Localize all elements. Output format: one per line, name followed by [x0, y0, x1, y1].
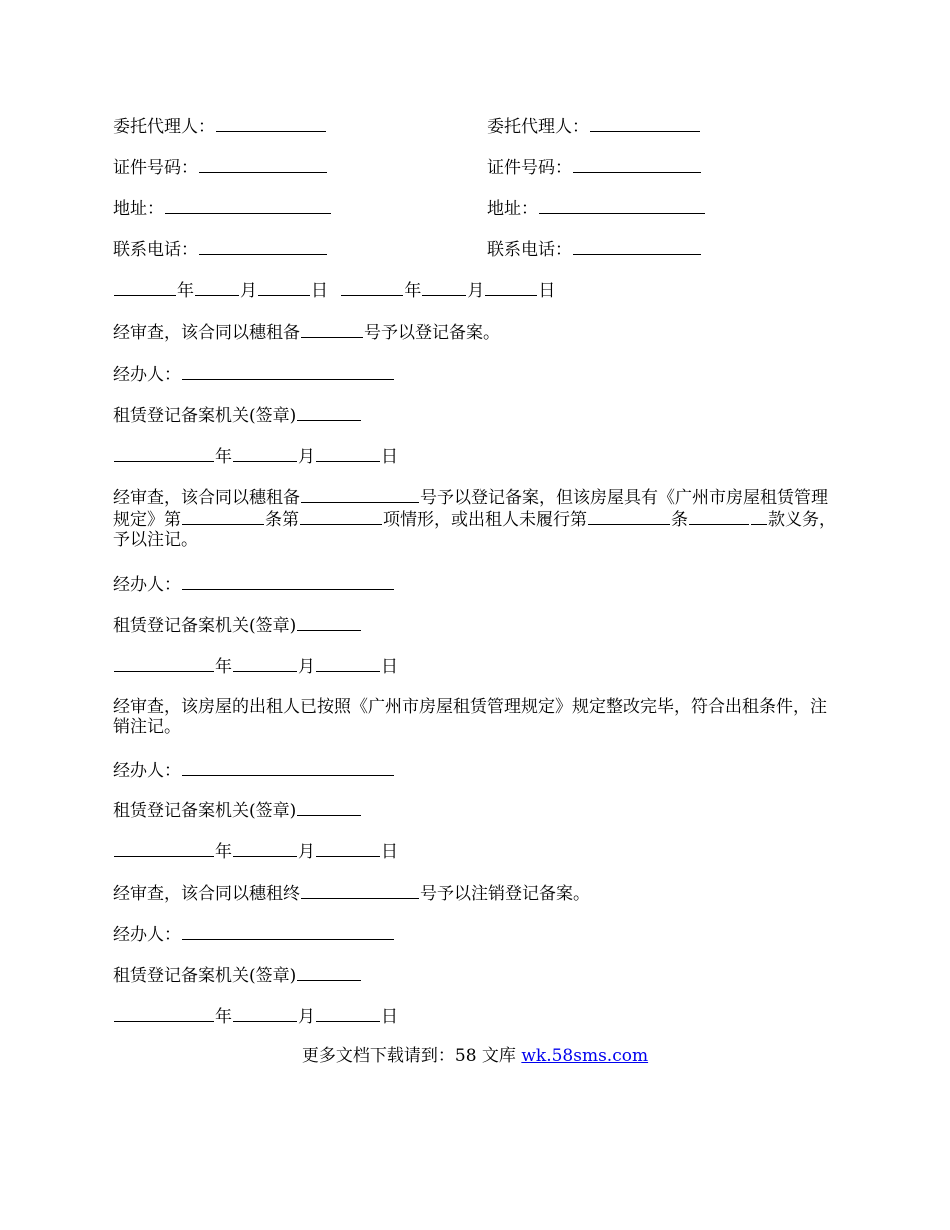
s1-day-label: 日	[381, 447, 398, 467]
s4-year-label: 年	[215, 1007, 232, 1027]
s2-p3: 条第	[265, 510, 299, 530]
s1-day-blank[interactable]	[316, 445, 380, 462]
s2-day-blank[interactable]	[316, 655, 380, 672]
phone-label-right: 联系电话：	[487, 240, 572, 260]
s1-number-blank[interactable]	[301, 321, 363, 338]
s4-text-before: 经审查，该合同以穗租终	[113, 884, 300, 904]
phone-label-left: 联系电话：	[113, 240, 198, 260]
s4-day-label: 日	[381, 1007, 398, 1027]
footer-link[interactable]: wk.58sms.com	[521, 1046, 649, 1066]
month-label-2: 月	[467, 281, 485, 301]
phone-blank-right[interactable]	[573, 238, 701, 255]
s2-p5: 条	[671, 510, 688, 530]
year-blank-2[interactable]	[341, 279, 403, 296]
s4-handler-label: 经办人：	[113, 925, 181, 945]
s3-day-blank[interactable]	[316, 840, 380, 857]
address-blank-left[interactable]	[165, 197, 331, 214]
section1-handler	[113, 363, 395, 385]
id-blank-left[interactable]	[199, 156, 327, 173]
s1-text-after: 号予以登记备案。	[364, 323, 500, 343]
s1-month-label: 月	[298, 447, 315, 467]
year-label-2: 年	[404, 281, 422, 301]
id-col-right	[487, 156, 702, 178]
s1-text-before: 经审查，该合同以穗租备	[113, 323, 300, 343]
s4-number-blank[interactable]	[301, 882, 419, 899]
agent-col-right	[487, 115, 701, 137]
s1-month-blank[interactable]	[233, 445, 297, 462]
month-blank-2[interactable]	[422, 279, 466, 296]
month-label: 月	[240, 281, 257, 301]
section1-review	[113, 321, 500, 343]
s4-agency-label: 租赁登记备案机关(签章)	[113, 966, 297, 986]
s2-p1: 经审查，该合同以穗租备	[113, 488, 300, 508]
footer-text: 更多文档下载请到：58 文库	[301, 1046, 522, 1066]
s1-handler-blank[interactable]	[182, 363, 394, 380]
s2-agency-label: 租赁登记备案机关(签章)	[113, 616, 297, 636]
s2-article2-blank[interactable]	[588, 508, 670, 525]
s3-agency-blank[interactable]	[297, 799, 361, 816]
s1-agency-blank[interactable]	[297, 404, 361, 421]
s3-year-blank[interactable]	[114, 840, 214, 857]
s2-article-blank[interactable]	[182, 508, 264, 525]
section1-agency	[113, 404, 362, 426]
section2-handler	[113, 573, 395, 595]
section4-handler	[113, 923, 395, 945]
s2-p6: 款义务，予以注记。	[113, 510, 836, 550]
id-label-left: 证件号码：	[113, 158, 198, 178]
agent-label-right: 委托代理人：	[487, 117, 589, 137]
s2-clause-blank-b[interactable]	[751, 508, 767, 525]
agent-label-left: 委托代理人：	[113, 117, 215, 137]
s2-clause-blank-a[interactable]	[689, 508, 749, 525]
section3-agency	[113, 799, 362, 821]
day-label-2: 日	[538, 281, 556, 301]
section1-date	[113, 445, 398, 467]
section2-date	[113, 655, 398, 677]
s4-day-blank[interactable]	[316, 1005, 380, 1022]
month-blank[interactable]	[195, 279, 239, 296]
section2-agency	[113, 614, 362, 636]
s2-year-label: 年	[215, 657, 232, 677]
address-label-right: 地址：	[487, 199, 538, 219]
s3-handler-blank[interactable]	[182, 759, 394, 776]
day-blank-2[interactable]	[485, 279, 537, 296]
year-label: 年	[177, 281, 194, 301]
s3-text: 经审查，该房屋的出租人已按照《广州市房屋租赁管理规定》规定整改完毕，符合出租条件，注销注记。	[113, 697, 827, 737]
year-blank[interactable]	[114, 279, 176, 296]
phone-blank-left[interactable]	[199, 238, 327, 255]
s2-year-blank[interactable]	[114, 655, 214, 672]
party-date-row	[113, 279, 555, 301]
address-label-left: 地址：	[113, 199, 164, 219]
s1-year-label: 年	[215, 447, 232, 467]
s2-p2: 号予以登记备案，但该房屋具有《广州市房屋租赁管理规定》第	[113, 488, 828, 530]
s2-agency-blank[interactable]	[297, 614, 361, 631]
s4-text-after: 号予以注销登记备案。	[420, 884, 590, 904]
s2-handler-label: 经办人：	[113, 575, 181, 595]
s3-handler-label: 经办人：	[113, 761, 181, 781]
address-row	[113, 197, 538, 219]
s3-month-label: 月	[298, 842, 315, 862]
id-row	[113, 156, 572, 178]
s3-year-label: 年	[215, 842, 232, 862]
s4-agency-blank[interactable]	[297, 964, 361, 981]
section3-review	[113, 697, 840, 737]
s2-item-blank[interactable]	[300, 508, 382, 525]
s1-agency-label: 租赁登记备案机关(签章)	[113, 406, 297, 426]
day-label: 日	[311, 281, 328, 301]
agent-blank-right[interactable]	[590, 115, 700, 132]
s3-agency-label: 租赁登记备案机关(签章)	[113, 801, 297, 821]
address-col-right	[487, 197, 706, 219]
download-footer	[0, 1046, 950, 1066]
s1-handler-label: 经办人：	[113, 365, 181, 385]
day-blank[interactable]	[258, 279, 310, 296]
section4-review	[113, 882, 590, 904]
s2-number-blank[interactable]	[301, 486, 419, 503]
s3-month-blank[interactable]	[233, 840, 297, 857]
agent-row	[113, 115, 589, 137]
s2-month-blank[interactable]	[233, 655, 297, 672]
id-label-right: 证件号码：	[487, 158, 572, 178]
s3-day-label: 日	[381, 842, 398, 862]
s2-p4: 项情形，或出租人未履行第	[383, 510, 587, 530]
s4-handler-blank[interactable]	[182, 923, 394, 940]
phone-row	[113, 238, 572, 260]
section4-agency	[113, 964, 362, 986]
s4-month-label: 月	[298, 1007, 315, 1027]
phone-col-right	[487, 238, 702, 260]
s2-month-label: 月	[298, 657, 315, 677]
address-blank-right[interactable]	[539, 197, 705, 214]
section3-date	[113, 840, 398, 862]
s2-day-label: 日	[381, 657, 398, 677]
section4-date	[113, 1005, 398, 1027]
section3-handler	[113, 759, 395, 781]
s4-month-blank[interactable]	[233, 1005, 297, 1022]
s1-year-blank[interactable]	[114, 445, 214, 462]
s2-handler-blank[interactable]	[182, 573, 394, 590]
id-blank-right[interactable]	[573, 156, 701, 173]
s4-year-blank[interactable]	[114, 1005, 214, 1022]
agent-blank-left[interactable]	[216, 115, 326, 132]
section2-review	[113, 486, 840, 550]
